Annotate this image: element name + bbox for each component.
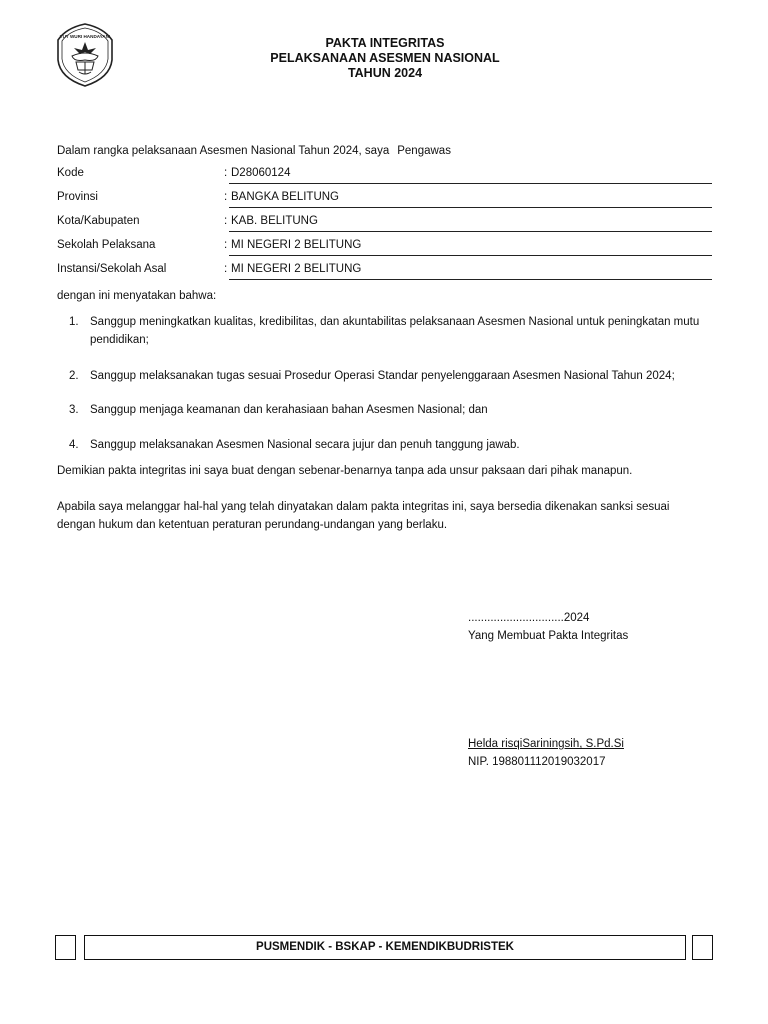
list-item-number: 3. (69, 404, 79, 416)
field-colon: : (224, 263, 228, 275)
statement-intro: dengan ini menyatakan bahwa: (57, 290, 217, 302)
closing-paragraph-1: Demikian pakta integritas ini saya buat dengan sebenar-benarnya tanpa ada unsur paksaan dari pihak manapun. (57, 465, 633, 477)
field-value-kode: D28060124 (231, 167, 291, 179)
list-item-number: 4. (69, 439, 79, 451)
signer-name: Helda risqiSariningsih, S.Pd.Si (468, 738, 624, 750)
field-colon: : (224, 239, 228, 251)
intro-text: Dalam rangka pelaksanaan Asesmen Nasional Tahun 2024, saya (57, 145, 390, 157)
field-underline (229, 255, 712, 256)
list-item-text: Sanggup meningkatkan kualitas, kredibilitas, dan akuntabilitas pelaksanaan Asesmen Nasional untuk peningkatan mutu pendidikan; (90, 316, 700, 346)
intro-sentence (57, 145, 451, 157)
field-value-provinsi: BANGKA BELITUNG (231, 191, 340, 203)
signer-nip: NIP. 198801112019032017 (468, 756, 606, 768)
field-label-kota: Kota/Kabupaten (57, 215, 140, 227)
field-colon: : (224, 167, 228, 179)
list-item-number: 2. (69, 370, 79, 382)
footer-label: PUSMENDIK - BSKAP - KEMENDIKBUDRISTEK (84, 935, 686, 960)
field-underline (229, 279, 712, 280)
field-underline (229, 183, 712, 184)
list-item-text: Sanggup menjaga keamanan dan kerahasiaan bahan Asesmen Nasional; dan (90, 404, 488, 416)
list-item-text: Sanggup melaksanakan tugas sesuai Prosedur Operasi Standar penyelenggaraan Asesmen Nasional Tahun 2024; (90, 370, 675, 382)
document-year: TAHUN 2024 (347, 66, 423, 80)
document-title: PAKTA INTEGRITAS (325, 36, 445, 50)
footer-box-right (692, 935, 713, 960)
field-label-kode: Kode (57, 167, 84, 179)
field-colon: : (224, 191, 228, 203)
svg-text:TUT WURI HANDAYANI: TUT WURI HANDAYANI (59, 34, 111, 39)
list-item-number: 1. (69, 316, 79, 328)
field-label-instansi: Instansi/Sekolah Asal (57, 263, 167, 275)
field-label-sekolah-pelaksana: Sekolah Pelaksana (57, 239, 156, 251)
signature-caption: Yang Membuat Pakta Integritas (468, 630, 629, 642)
field-value-kota: KAB. BELITUNG (231, 215, 318, 227)
field-underline (229, 207, 712, 208)
field-label-provinsi: Provinsi (57, 191, 98, 203)
field-value-instansi: MI NEGERI 2 BELITUNG (231, 263, 362, 275)
document-subtitle: PELAKSANAAN ASESMEN NASIONAL (270, 51, 500, 65)
signature-date: ..............................2024 (468, 612, 590, 624)
field-value-sekolah-pelaksana: MI NEGERI 2 BELITUNG (231, 239, 362, 251)
tut-wuri-handayani-logo (52, 22, 118, 88)
list-item-text: Sanggup melaksanakan Asesmen Nasional secara jujur dan penuh tanggung jawab. (90, 439, 520, 451)
field-underline (229, 231, 712, 232)
closing-paragraph-2: Apabila saya melanggar hal-hal yang telah dinyatakan dalam pakta integritas ini, saya bersedia dikenakan sanksi sesuai dengan hukum dan ketentuan peraturan perundang-undangan yang berlaku. (57, 501, 670, 531)
footer-box-left (55, 935, 76, 960)
field-colon: : (224, 215, 228, 227)
intro-role: Pengawas (397, 145, 451, 157)
